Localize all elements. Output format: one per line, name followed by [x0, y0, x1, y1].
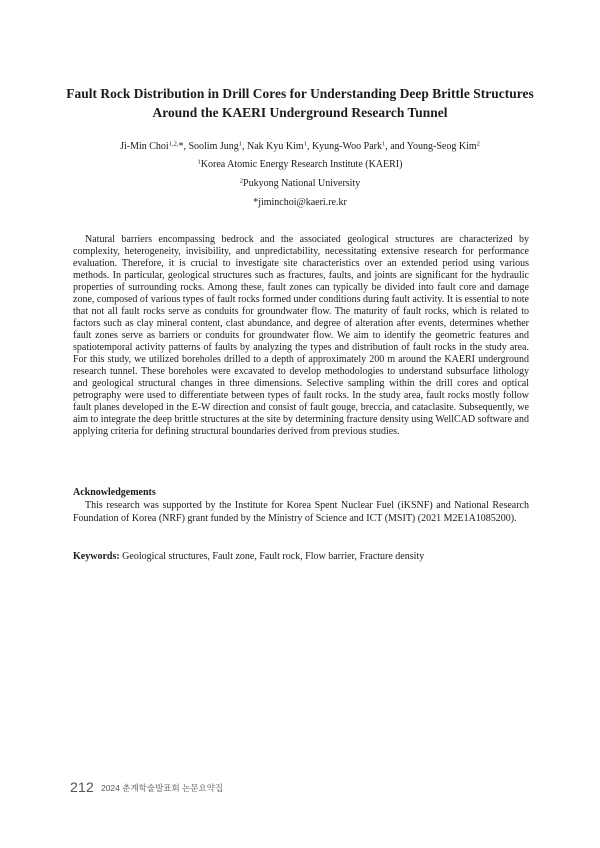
author-affiliation-sup: 1,2, [168, 140, 179, 148]
author-separator: , [306, 141, 312, 152]
page-number: 212 [70, 779, 94, 795]
abstract-body: Natural barriers encompassing bedrock and the associated geological structures are characterized by complexity, heterogeneity, invisibility, and unpredictability, necessitating extensive research for performance evaluation. Therefore, it is crucial to investigate site characteristics over an extended period using various methods. In particular, geological structures such as fractures, faults, and joints are significant for the hydraulic properties of surrounding rocks. Among these, fault zones can typically be divided into fault core and damage zone, composed of various types of fault rocks formed under conditions during fault activity. It is essential to note that not all fault rocks serve as conduits for groundwater flow. The maturity of fault rocks, which is related to factors such as clay mineral content, clast abundance, and degree of alteration after events, determines whether fault zones serve as barriers or conduits for groundwater flow. We aim to identify the geometric features and spatiotemporal activity patterns of faults by analyzing the types and distribution of fault rocks in the study area. For this study, we utilized boreholes drilled to a depth of approximately 200 m around the KAERI underground research tunnel. These boreholes were excavated to develop methodologies to understand subsurface lithology and geological structural changes in three dimensions. Selective sampling within the drill cores and optical petrography were used to differentiate between types of fault rocks. In the study area, fault rocks mostly follow fault planes developed in the E-W direction and consist of fault gouge, breccia, and cataclasite. Subsequently, we aim to integrate the deep brittle structures at the site by determining fracture density using WellCAD software and applying criteria for defining structural boundaries derived from previous studies. [73, 234, 529, 437]
title-line-1: Fault Rock Distribution in Drill Cores for Understanding Deep Brittle Structures [66, 86, 534, 101]
conference-name: 2024 춘계학술발표회 논문요약집 [100, 783, 224, 793]
author-name: Ji-Min Choi [120, 141, 169, 152]
corresponding-mark: * [178, 141, 184, 152]
affiliation-sup: 1 [197, 158, 201, 166]
author-separator: , [183, 141, 189, 152]
author-name: Soolim Jung [188, 141, 239, 152]
author-separator: , and [385, 141, 407, 152]
author-name: Nak Kyu Kim [247, 141, 304, 152]
author-list [40, 140, 560, 153]
affiliation-text: Korea Atomic Energy Research Institute (KAERI) [200, 159, 403, 170]
keywords-line [73, 551, 529, 563]
corresponding-email: *jiminchoi@kaeri.re.kr [253, 197, 347, 208]
affiliation-2 [40, 177, 560, 190]
affiliation-1 [40, 158, 560, 171]
paper-title [60, 85, 540, 122]
author-name: Young-Seog Kim [406, 141, 477, 152]
affiliation-text: Pukyong National University [243, 178, 361, 189]
author-affiliation-sup: 1 [238, 140, 243, 148]
page-footer [70, 779, 223, 797]
acknowledgements-body: This research was supported by the Institute for Korea Spent Nuclear Fuel (iKSNF) and National Research Foundation of Korea (NRF) grant funded by the Ministry of Science and ICT (MSIT) (2021 M2E1A1085200). [73, 500, 529, 524]
author-name: Kyung-Woo Park [311, 141, 382, 152]
author-affiliation-sup: 2 [476, 140, 480, 148]
acknowledgements-heading: Acknowledgements [73, 487, 156, 498]
keywords-list: Geological structures, Fault zone, Fault rock, Flow barrier, Fracture density [119, 551, 425, 562]
affiliation-sup: 2 [239, 177, 244, 185]
author-affiliation-sup: 1 [303, 140, 307, 148]
author-affiliation-sup: 1 [381, 140, 386, 148]
title-line-2: Around the KAERI Underground Research Tunnel [152, 104, 448, 120]
author-separator: , [242, 141, 248, 152]
keywords-label: Keywords: [73, 551, 120, 562]
